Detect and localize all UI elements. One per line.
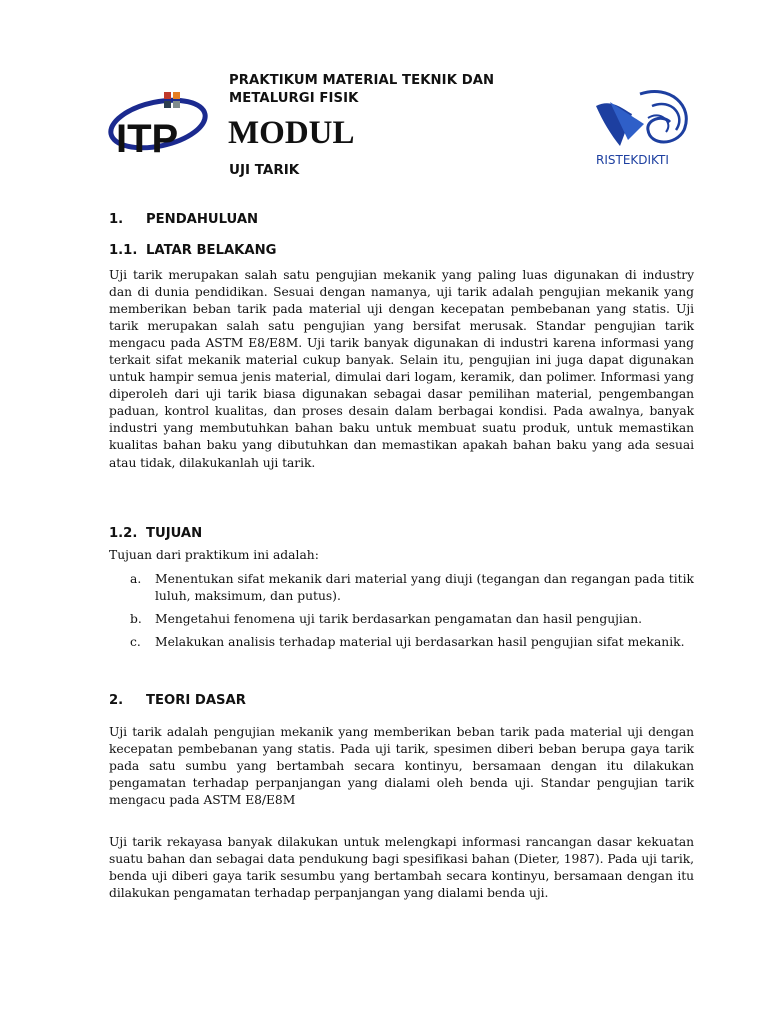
list-item <box>109 634 694 651</box>
list-item-text: Menentukan sifat mekanik dari material yang diuji (tegangan dan regangan pada titik luluh, maksimum, dan putus). <box>155 572 694 603</box>
list-item <box>109 571 694 605</box>
heading-text: PENDAHULUAN <box>146 212 259 227</box>
heading-text: TUJUAN <box>146 526 203 541</box>
heading-text: LATAR BELAKANG <box>146 243 277 258</box>
heading-teori-dasar <box>109 692 246 710</box>
paragraph-latar-belakang: Uji tarik merupakan salah satu pengujian mekanik yang paling luas digunakan di industry dan di dunia pendidikan. Sesuai dengan namanya, uji tarik adalah pengujian mekanik yang memberikan beban tarik pada material uji dengan kecepatan pembebanan yang statis. Uji tarik merupakan salah satu pengujian yang bersifat merusak. Standar pengujian tarik mengacu pada ASTM E8/E8M. Uji tarik banyak digunakan di industri karena informasi yang terkait sifat mekanik material cukup banyak. Selain itu, pengujian ini juga dapat digunakan untuk hampir semua jenis material, dimulai dari logam, keramik, dan polimer. Informasi yang diperoleh dari uji tarik biasa digunakan sebagai dasar pemilihan material, pengembangan paduan, kontrol kualitas, dan proses desain dalam berbagai kondisi. Pada awalnya, banyak industri yang membutuhkan bahan baku untuk membuat suatu produk, untuk memastikan kualitas bahan baku yang dibutuhkan dan memastikan apakah bahan baku yang ada sesuai atau tidak, dilakukanlah uji tarik. <box>109 268 694 470</box>
list-marker: b. <box>130 612 142 626</box>
list-item <box>109 611 694 628</box>
heading-tujuan <box>109 525 202 543</box>
list-marker: c. <box>130 635 141 649</box>
heading-number: 1.2. <box>109 526 138 541</box>
paragraph-teori-1: Uji tarik adalah pengujian mekanik yang memberikan beban tarik pada material uji dengan kecepatan pembebanan yang statis. Pada uji tarik, spesimen diberi beban berupa gaya tarik pada satu sumbu yang bertambah secara kontinyu, bersamaan dengan itu dilakukan pengamatan terhadap perpanjangan yang dialami oleh benda uji. Standar pengujian tarik mengacu pada ASTM E8/E8M <box>109 725 694 808</box>
course-title: PRAKTIKUM MATERIAL TEKNIK DAN METALURGI FISIK <box>229 73 495 106</box>
heading-pendahuluan <box>109 211 258 229</box>
tujuan-intro: Tujuan dari praktikum ini adalah: <box>109 548 319 562</box>
heading-latar-belakang <box>109 242 276 260</box>
tujuan-list <box>109 571 694 657</box>
module-subtitle: UJI TARIK <box>229 162 300 178</box>
list-marker: a. <box>130 572 142 586</box>
heading-number: 1.1. <box>109 243 138 258</box>
itp-logo <box>104 90 208 162</box>
list-item-text: Melakukan analisis terhadap material uji berdasarkan hasil pengujian sifat mekanik. <box>155 635 685 649</box>
modul-title: MODUL <box>228 115 355 151</box>
heading-number: 1. <box>109 212 124 227</box>
ristekdikti-logo-text: RISTEKDIKTI <box>596 153 669 167</box>
list-item-text: Mengetahui fenomena uji tarik berdasarkan pengamatan dan hasil pengujian. <box>155 612 643 626</box>
itp-logo-text: ITP <box>116 117 179 161</box>
ristekdikti-logo <box>590 84 696 170</box>
heading-number: 2. <box>109 693 124 708</box>
heading-text: TEORI DASAR <box>146 693 246 708</box>
paragraph-teori-2: Uji tarik rekayasa banyak dilakukan untuk melengkapi informasi rancangan dasar kekuatan suatu bahan dan sebagai data pendukung bagi spesifikasi bahan (Dieter, 1987). Pada uji tarik, benda uji diberi gaya tarik sesumbu yang bertambah secara kontinyu, bersamaan dengan itu dilakukan pengamatan terhadap perpanjangan yang dialami benda uji. <box>109 835 694 901</box>
